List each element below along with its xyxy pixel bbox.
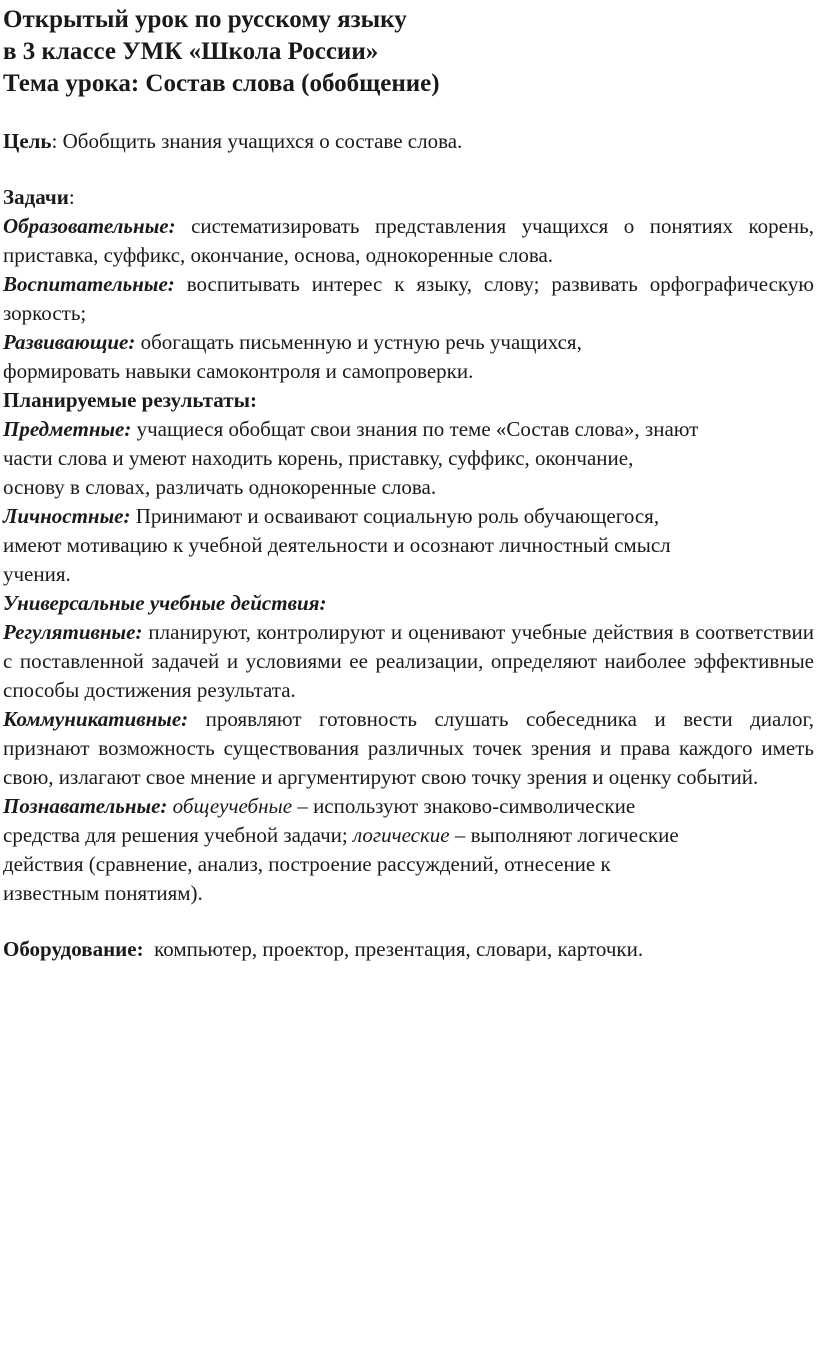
goal-label: Цель [3,129,52,153]
spacer [3,156,814,183]
personal-line-2: имеют мотивацию к учебной деятельности и осознают личностный смысл [3,533,671,557]
upbringing-paragraph [3,270,814,328]
upbringing-text: воспитывать интерес к языку, слову; развивать орфографическую зоркость; [3,272,814,325]
equipment-label: Оборудование: [3,937,144,961]
educational-paragraph [3,212,814,270]
general-educational-label: общеучебные [167,794,293,818]
uud-heading: Универсальные учебные действия: [3,591,327,615]
title-line-1: Открытый урок по русскому языку [3,6,407,33]
educational-text: систематизировать представления учащихся о понятиях корень, приставка, суффикс, окончание, основа, однокоренные слова. [3,214,814,267]
developing-text-2: формировать навыки самоконтроля и самопроверки. [3,359,474,383]
cognitive-line-4: известным понятиям). [3,881,203,905]
logical-label: логические [353,823,450,847]
results-heading: Планируемые результаты: [3,388,257,412]
spacer [3,908,814,935]
goal-paragraph [3,127,814,156]
tasks-sep: : [68,185,75,209]
subject-label: Предметные: [3,417,132,441]
cognitive-line-3: действия (сравнение, анализ, построение рассуждений, отнесение к [3,852,611,876]
subject-line-2: части слова и умеют находить корень, приставку, суффикс, окончание, [3,446,634,470]
developing-paragraph [3,328,814,386]
cognitive-paragraph [3,792,814,908]
title-line-2: в 3 классе УМК «Школа России» [3,38,379,65]
regulative-label: Регулятивные: [3,620,143,644]
personal-label: Личностные: [3,504,131,528]
cognitive-label: Познавательные: [3,794,168,818]
cognitive-line-2-start: средства для решения учебной задачи; [3,823,353,847]
developing-text-1: обогащать письменную и устную речь учащихся, [135,330,582,354]
lesson-title [3,4,814,100]
developing-label: Развивающие: [3,330,136,354]
personal-results-paragraph [3,502,814,589]
tasks-label: Задачи [3,185,69,209]
personal-line-3: учения. [3,562,71,586]
goal-sep: : [51,129,63,153]
title-line-3: Тема урока: Состав слова (обобщение) [3,70,440,97]
equipment-paragraph [3,935,814,964]
regulative-paragraph [3,618,814,705]
subject-line-1: учащиеся обобщат свои знания по теме «Состав слова», знают [131,417,699,441]
equipment-text: компьютер, проектор, презентация, словари, карточки. [143,937,644,961]
spacer [3,100,814,127]
cognitive-line-1-rest: – используют знаково-символические [292,794,636,818]
educational-label: Образовательные: [3,214,176,238]
communicative-paragraph [3,705,814,792]
cognitive-line-2-rest: – выполняют логические [449,823,679,847]
goal-text: Обобщить знания учащихся о составе слова. [62,129,463,153]
communicative-label: Коммуникативные: [3,707,189,731]
tasks-heading [3,183,814,212]
subject-results-paragraph [3,415,814,502]
upbringing-label: Воспитательные: [3,272,175,296]
personal-line-1: Принимают и осваивают социальную роль обучающегося, [130,504,660,528]
subject-line-3: основу в словах, различать однокоренные слова. [3,475,437,499]
communicative-text: проявляют готовность слушать собеседника и вести диалог, признают возможность существования различных точек зрения и права каждого иметь свою, излагают свое мнение и аргументируют свою точку зрения и оценку событий. [3,707,814,789]
regulative-text: планируют, контролируют и оценивают учебные действия в соответствии с поставленной задачей и условиями ее реализации, определяют наиболее эффективные способы достижения результата. [3,620,814,702]
